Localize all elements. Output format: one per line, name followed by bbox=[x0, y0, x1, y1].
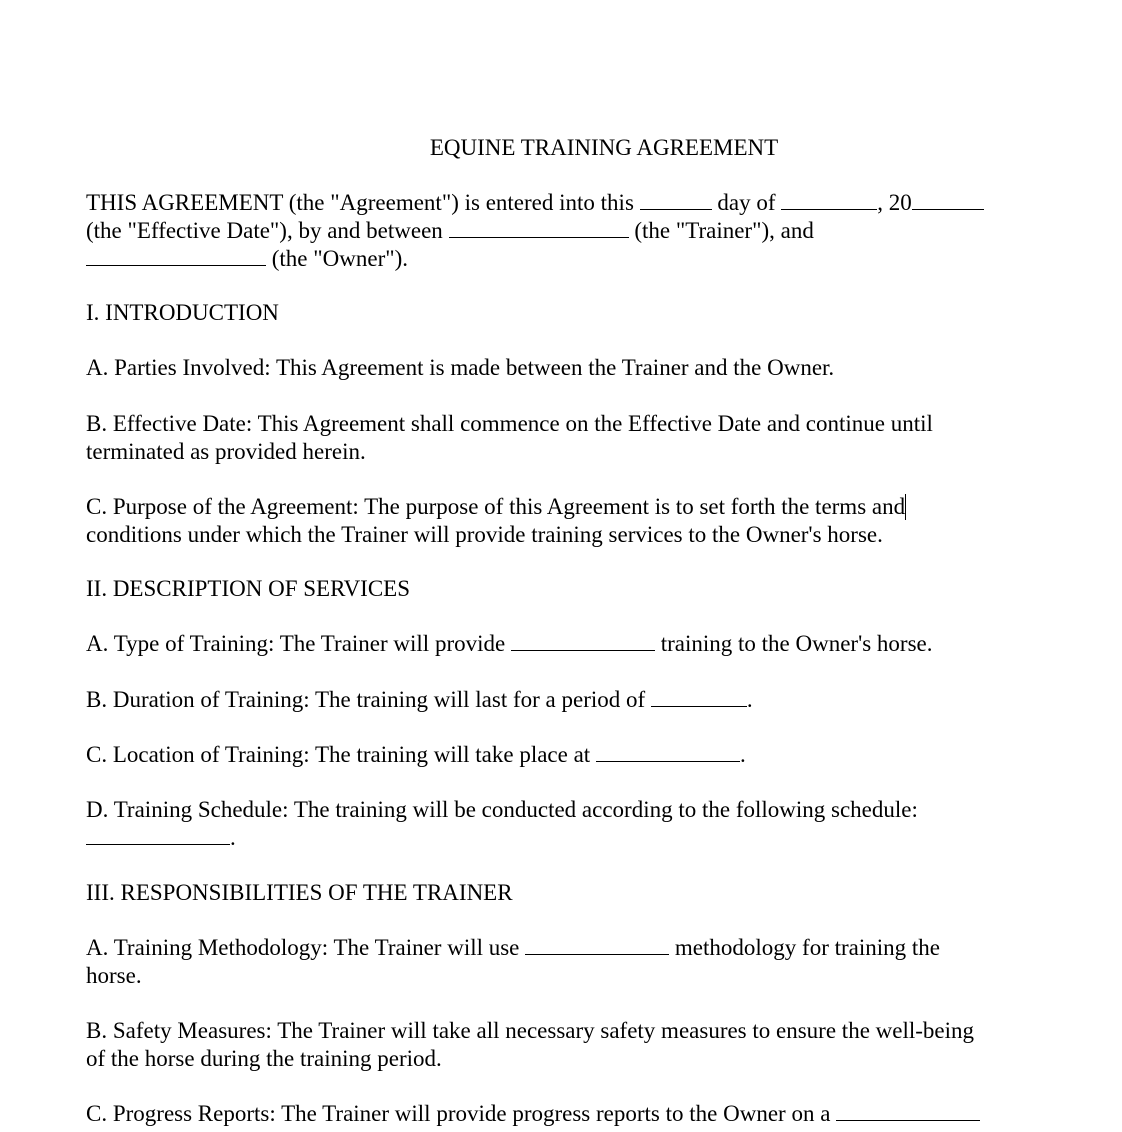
clause-parties-involved: A. Parties Involved: This Agreement is made between the Trainer and the Owner. bbox=[86, 355, 835, 380]
clause-location: C. Location of Training: The training will take place at . bbox=[86, 742, 746, 767]
clause-purpose: C. Purpose of the Agreement: The purpose of this Agreement is to set forth the terms and conditions under which the Trainer will provide training services to the Owner's horse. bbox=[86, 494, 906, 547]
owner-name-blank[interactable] bbox=[86, 246, 266, 266]
location-blank[interactable] bbox=[596, 742, 740, 762]
clause-progress-reports: C. Progress Reports: The Trainer will provide progress reports to the Owner on a bbox=[86, 1100, 1021, 1128]
section-heading: I. INTRODUCTION bbox=[86, 300, 279, 325]
preamble-line-2: (the "Effective Date"), by and between (the "Trainer"), and bbox=[86, 218, 814, 243]
document-title: EQUINE TRAINING AGREEMENT bbox=[429, 135, 779, 160]
section-heading: III. RESPONSIBILITIES OF THE TRAINER bbox=[86, 880, 513, 905]
day-blank[interactable] bbox=[640, 190, 712, 210]
schedule-blank[interactable] bbox=[86, 825, 230, 845]
month-blank[interactable] bbox=[781, 190, 877, 210]
clause-type-of-training: A. Type of Training: The Trainer will provide training to the Owner's horse. bbox=[86, 631, 933, 656]
year-blank[interactable] bbox=[912, 190, 984, 210]
section-heading: II. DESCRIPTION OF SERVICES bbox=[86, 576, 411, 601]
preamble-line-1: THIS AGREEMENT (the "Agreement") is entered into this day of , 20 bbox=[86, 189, 1021, 217]
training-type-blank[interactable] bbox=[511, 631, 655, 651]
preamble bbox=[86, 189, 1021, 273]
clause-methodology: A. Training Methodology: The Trainer will use methodology for training the horse. bbox=[86, 935, 940, 988]
clause-schedule: D. Training Schedule: The training will be conducted according to the following schedule: . bbox=[86, 797, 918, 850]
preamble-line-3: (the "Owner"). bbox=[86, 245, 1021, 273]
trainer-name-blank[interactable] bbox=[449, 218, 629, 238]
duration-blank[interactable] bbox=[651, 687, 747, 707]
text-cursor bbox=[905, 494, 906, 520]
methodology-blank[interactable] bbox=[525, 935, 669, 955]
report-frequency-blank[interactable] bbox=[836, 1101, 980, 1121]
clause-effective-date: B. Effective Date: This Agreement shall commence on the Effective Date and continue until terminated as provided herein. bbox=[86, 411, 933, 464]
clause-safety: B. Safety Measures: The Trainer will take all necessary safety measures to ensure the well-being of the horse during the training period. bbox=[86, 1018, 975, 1071]
clause-duration: B. Duration of Training: The training will last for a period of . bbox=[86, 687, 753, 712]
